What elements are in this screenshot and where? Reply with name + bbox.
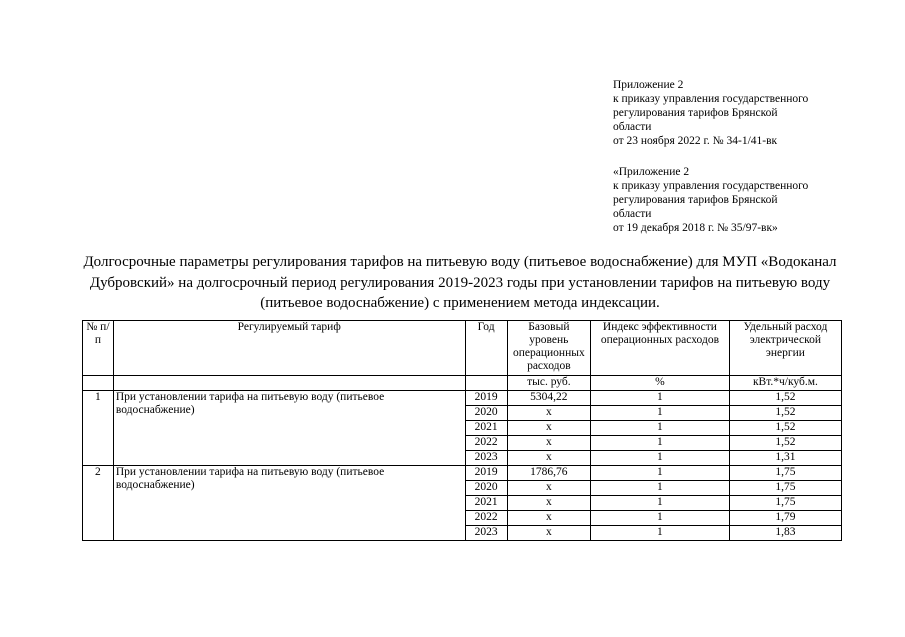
efficiency-cell: 1 xyxy=(591,436,730,451)
base-cell: х xyxy=(507,511,590,526)
base-cell: 1786,76 xyxy=(507,466,590,481)
year-cell: 2023 xyxy=(465,451,507,466)
appendix-line: «Приложение 2 xyxy=(613,166,690,178)
appendix-current-order xyxy=(613,78,863,148)
header-base-level: Базовый уровень операционных расходов xyxy=(507,321,590,376)
appendix-previous-order xyxy=(613,165,863,235)
tariff-name: При установлении тарифа на питьевую воду (питьевое водоснабжение) xyxy=(113,466,465,541)
table-row xyxy=(83,466,842,481)
title-line: Долгосрочные параметры регулирования тарифов на питьевую воду (питьевое водоснабжение) для МУП «Водоканал xyxy=(83,254,837,270)
efficiency-cell: 1 xyxy=(591,391,730,406)
efficiency-cell: 1 xyxy=(591,466,730,481)
energy-cell: 1,75 xyxy=(729,496,841,511)
row-number: 1 xyxy=(83,391,114,466)
document-title xyxy=(60,252,860,314)
appendix-line: регулирования тарифов Брянской xyxy=(613,107,778,119)
base-cell: х xyxy=(507,526,590,541)
appendix-line: к приказу управления государственного xyxy=(613,180,809,192)
efficiency-cell: 1 xyxy=(591,421,730,436)
energy-cell: 1,52 xyxy=(729,391,841,406)
year-cell: 2023 xyxy=(465,526,507,541)
energy-cell: 1,75 xyxy=(729,466,841,481)
year-cell: 2020 xyxy=(465,481,507,496)
energy-cell: 1,83 xyxy=(729,526,841,541)
table-row xyxy=(83,391,842,406)
units-energy: кВт.*ч/куб.м. xyxy=(729,376,841,391)
base-cell: х xyxy=(507,481,590,496)
energy-cell: 1,79 xyxy=(729,511,841,526)
title-line: Дубровский» на долгосрочный период регулирования 2019-2023 годы при установлении тарифов на питьевую воду xyxy=(89,274,831,291)
efficiency-cell: 1 xyxy=(591,481,730,496)
units-empty xyxy=(83,376,114,391)
header-tariff: Регулируемый тариф xyxy=(113,321,465,376)
year-cell: 2022 xyxy=(465,436,507,451)
header-number: № п/п xyxy=(83,321,114,376)
units-empty xyxy=(113,376,465,391)
header-energy-consumption: Удельный расход электрической энергии xyxy=(729,321,841,376)
appendix-line: к приказу управления государственного xyxy=(613,93,809,105)
row-number: 2 xyxy=(83,466,114,541)
energy-cell: 1,52 xyxy=(729,406,841,421)
energy-cell: 1,75 xyxy=(729,481,841,496)
appendix-line: от 23 ноября 2022 г. № 34-1/41-вк xyxy=(613,135,778,147)
efficiency-cell: 1 xyxy=(591,511,730,526)
year-cell: 2022 xyxy=(465,511,507,526)
year-cell: 2019 xyxy=(465,391,507,406)
efficiency-cell: 1 xyxy=(591,451,730,466)
title-line: (питьевое водоснабжение) с применением метода индексации. xyxy=(260,295,660,311)
base-cell: 5304,22 xyxy=(507,391,590,406)
year-cell: 2021 xyxy=(465,496,507,511)
header-year: Год xyxy=(465,321,507,376)
base-cell: х xyxy=(507,406,590,421)
efficiency-cell: 1 xyxy=(591,406,730,421)
base-cell: х xyxy=(507,496,590,511)
units-empty xyxy=(465,376,507,391)
year-cell: 2019 xyxy=(465,466,507,481)
year-cell: 2020 xyxy=(465,406,507,421)
efficiency-cell: 1 xyxy=(591,526,730,541)
units-efficiency: % xyxy=(591,376,730,391)
appendix-line: регулирования тарифов Брянской xyxy=(613,194,778,206)
energy-cell: 1,52 xyxy=(729,436,841,451)
efficiency-cell: 1 xyxy=(591,496,730,511)
appendix-line: от 19 декабря 2018 г. № 35/97-вк» xyxy=(613,222,778,234)
appendix-line: области xyxy=(613,121,652,133)
tariff-name: При установлении тарифа на питьевую воду (питьевое водоснабжение) xyxy=(113,391,465,466)
tariff-parameters-table xyxy=(82,320,842,541)
appendix-line: Приложение 2 xyxy=(613,79,684,91)
base-cell: х xyxy=(507,451,590,466)
appendix-line: области xyxy=(613,208,652,220)
energy-cell: 1,52 xyxy=(729,421,841,436)
base-cell: х xyxy=(507,436,590,451)
header-efficiency-index: Индекс эффективности операционных расходов xyxy=(591,321,730,376)
base-cell: х xyxy=(507,421,590,436)
year-cell: 2021 xyxy=(465,421,507,436)
units-base: тыс. руб. xyxy=(507,376,590,391)
energy-cell: 1,31 xyxy=(729,451,841,466)
